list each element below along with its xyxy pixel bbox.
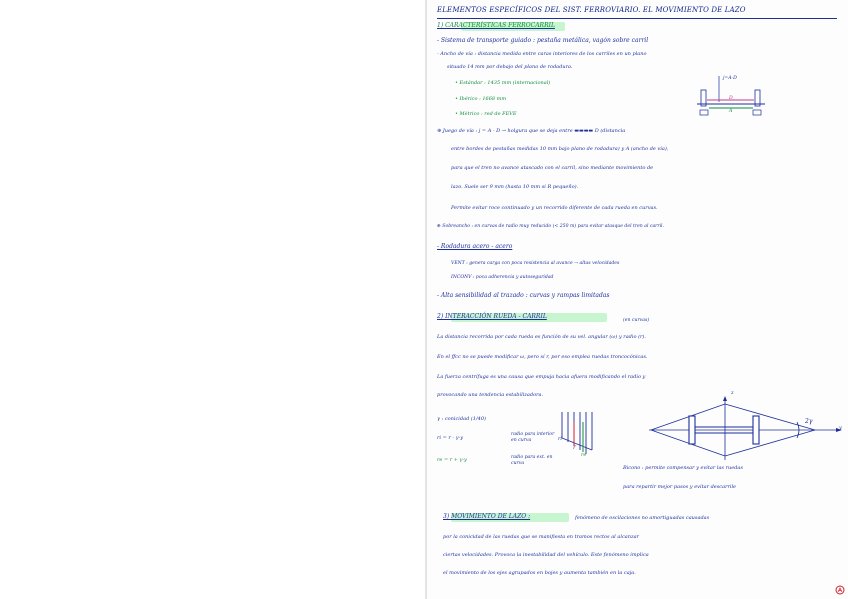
section-2-p4: provocando una tendencia estabilizadora.: [437, 392, 544, 398]
juego-line-d: lazo. Suele ser 9 mm (hasta 10 mm si R pequeño).: [451, 184, 579, 190]
line-ancho-a: - Ancho de vía : distancia medida entre caras interiores de los carriles en un plano: [437, 51, 647, 57]
section-2-heading: 2) INTERACCIÓN RUEDA - CARRIL: [437, 313, 547, 320]
juego-line-e: Permite evitar roce continuado y un recorrido diferente de cada rueda en curvas.: [451, 205, 658, 211]
sketch-re: re: [581, 452, 587, 458]
conicidad-label: γ : conicidad (1/40): [437, 416, 486, 422]
wheel-cone-sketch: [559, 410, 601, 466]
diagram-label-d: D: [729, 96, 733, 101]
bicono-line-b: para repartir mejor pasos y evitar descarrile: [623, 484, 737, 490]
diagram-formula: j=A-D: [723, 76, 737, 81]
section-2-p1: La distancia recorrida por cada rueda es función de su vel. angular (ω) y radio (r).: [437, 334, 646, 340]
ri-note: radio para interior en curva: [511, 432, 555, 443]
alta-sensibilidad: - Alta sensibilidad al trazado : curvas y rampas limitadas: [437, 292, 610, 299]
section-3-heading: 3) MOVIMIENTO DE LAZO :: [443, 513, 531, 520]
gauge-iberico: • Ibérico : 1668 mm: [455, 96, 507, 102]
axis-z-label: z: [731, 390, 734, 396]
section-2-note: (en curvas): [623, 318, 650, 323]
re-note: radio para ext. en curva: [511, 455, 553, 466]
gauge-estandar: • Estándar : 1435 mm (internacional): [455, 80, 551, 86]
juego-line-b: entre bordes de pestañas medidas 10 mm bajo plano de rodadura) y A (ancho de vía),: [451, 146, 669, 152]
bicone-axle-diagram: [645, 394, 845, 464]
gauge-metrico: • Métrico : red de FEVE: [455, 111, 517, 117]
rodadura-vent: VENT : genera carga con poca resistencia al avance → altas velocidades: [451, 261, 620, 266]
bicono-line-a: Bicono : permite compensar y evitar las ruedas: [623, 465, 743, 471]
juego-line-c: para que el tren no avance atascado con el carril, sino mediante movimiento de: [451, 165, 654, 171]
sketch-r: r: [573, 444, 576, 451]
re-formula: re = r + γ·y: [437, 457, 467, 463]
angle-label: 2γ: [805, 418, 813, 425]
section-3-p4: el movimiento de los ejes agrupados en bojes y aumenta también en la caja.: [443, 570, 636, 576]
line-sistema: - Sistema de transporte guiado : pestaña metálica, vagón sobre carril: [437, 37, 649, 44]
sobreancho-line: ⊕ Sobreancho : en curvas de radio muy reducido (< 250 m) para evitar atasque del tren al carril.: [437, 224, 664, 229]
page-title: ELEMENTOS ESPECÍFICOS DEL SIST. FERROVIARIO. EL MOVIMIENTO DE LAZO: [437, 6, 746, 14]
axis-y-label: y: [839, 425, 842, 431]
notes-page: [427, 0, 848, 599]
ri-formula: ri = r - γ·y: [437, 435, 464, 441]
section-1-heading: 1) CARACTERÍSTICAS FERROCARRIL: [437, 22, 555, 29]
diagram-label-a: A: [729, 109, 733, 114]
line-ancho-b: situado 14 mm por debajo del plano de rodadura.: [447, 64, 573, 70]
corner-mark-icon: [835, 585, 845, 595]
section-2-p3: La fuerza centrífuga es una causa que empuja hacia afuera modificando el radio y: [437, 374, 646, 380]
section-3-p1: fenómeno de oscilaciones no amortiguadas causadas: [575, 515, 710, 521]
section-3-p3: ciertas velocidades. Provoca la inestabilidad del vehículo. Este fenómeno implica: [443, 552, 649, 558]
section-2-p2: En el ffcc no se puede modificar ω, pero sí r, por eso emplea ruedas troncocónicas.: [437, 354, 648, 360]
section-3-p2: por la conicidad de las ruedas que se manifiesta en tramos rectos al alcanzar: [443, 534, 639, 540]
title-underline: [437, 18, 837, 19]
rodadura-inconv: INCONV : poca adherencia y autoseguridad: [451, 275, 554, 280]
sketch-ri: ri: [558, 436, 562, 442]
rodadura-heading: - Rodadura acero - acero: [437, 243, 513, 250]
juego-line-a: ⊕ Juego de vía : j = A - D → holgura que se deja entre ▬▬▬▬ D (distancia: [437, 128, 626, 134]
